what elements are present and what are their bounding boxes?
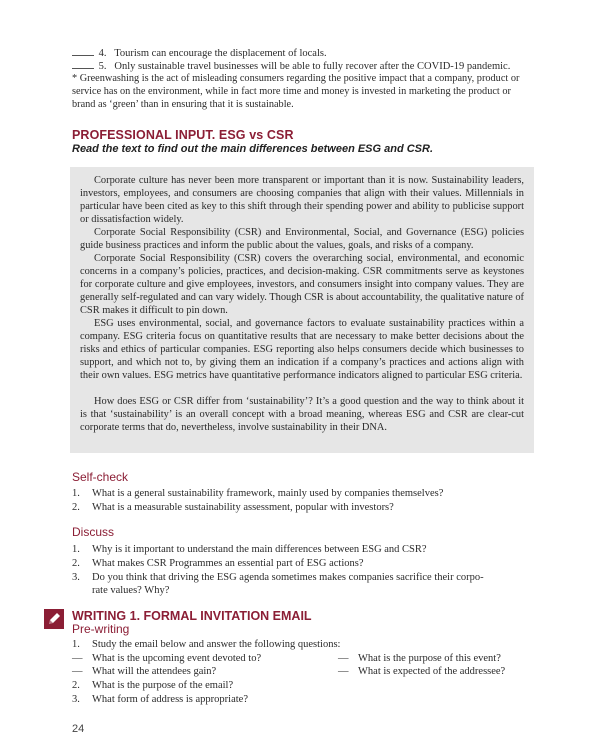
self-check-item-1: 1. What is a general sustainability framework, mainly used by companies themselves? [72,488,444,499]
reading-text-box [70,167,534,453]
discuss-item-1: 1. Why is it important to understand the main differences between ESG and CSR? [72,544,427,555]
professional-input-instruction: Read the text to find out the main differences between ESG and CSR. [72,143,434,155]
professional-input-title: PROFESSIONAL INPUT. ESG vs CSR [72,128,294,142]
writing-section-title: WRITING 1. FORMAL INVITATION EMAIL [72,609,312,623]
answer-blank[interactable] [72,68,94,69]
answer-blank[interactable] [72,55,94,56]
statement-5: 5. Only sustainable travel businesses will be able to fully recover after the COVID-19 pandemic. [72,60,510,73]
self-check-item-2: 2. What is a measurable sustainability assessment, popular with investors? [72,502,394,513]
self-check-heading: Self-check [72,470,129,484]
discuss-item-3: 3. Do you think that driving the ESG agenda sometimes makes companies sacrifice their corpo- [72,572,484,583]
page-number: 24 [72,723,85,735]
greenwashing-footnote: * Greenwashing is the act of misleading consumers regarding the positive impact that a company, product or service has on the environment, while in fact more time and money is invested in marketing the product or brand as ‘green’ than in ensuring that it is sustainable. [72,73,520,110]
reading-paragraph-2: Corporate Social Responsibility (CSR) and Environmental, Social, and Governance (ESG) policies guide business practices and inform the public about the values, goals, and risks of a company. [80,227,524,251]
question-event-purpose: — What is the purpose of this event? [338,653,501,664]
discuss-item-3-continued: rate values? Why? [92,585,170,596]
reading-paragraph-5: How does ESG or CSR differ from ‘sustainability’? It’s a good question and the way to think about it is that ‘sustainability’ is an overall concept with a broad meaning, whereas ESG and CSR are clear-cut corporate terms that do, nevertheless, involve sustainability in their DNA. [80,396,524,433]
question-attendees-gain: — What will the attendees gain? [72,666,217,677]
pre-writing-heading: Pre-writing [72,622,130,636]
statement-4: 4. Tourism can encourage the displacement of locals. [72,47,327,60]
reading-paragraph-1: Corporate culture has never been more transparent or important than it is now. Sustainability leaders, investors, employees, and consumers are choosing companies that align with their values. Millennials in particular have been cited as key to this shift through their spending power and ability to publicise support or dissatisfaction widely. [80,175,524,225]
pre-writing-item-2: 2. What is the purpose of the email? [72,680,234,691]
reading-paragraph-3: Corporate Social Responsibility (CSR) covers the overarching social, environmental, and economic concerns in a company’s policies, practices, and decision-making. CSR commitments serve as keystones for corporate culture and give employees, investors, and consumers insight into company values. They are generally self-regulated and can vary widely. Though CSR is about accountability, the qualitative nature of CSR makes it difficult to pin down. [80,253,524,316]
pencil-icon [44,609,64,629]
reading-paragraph-4: ESG uses environmental, social, and governance factors to evaluate sustainability practices within a company. ESG criteria focus on quantitative results that are necessary to make better decisions about the risks and ethics of particular companies. ESG reporting also helps consumers decide which businesses to support, and which not to, by giving them an indication if a company’s practices and actions align with their own values. ESG metrics have quantitative performance indicators aligned to particular ESG criteria. [80,318,524,381]
question-addressee-expectation: — What is expected of the addressee? [338,666,506,677]
discuss-heading: Discuss [72,525,115,539]
pre-writing-item-3: 3. What form of address is appropriate? [72,694,248,705]
discuss-item-2: 2. What makes CSR Programmes an essential part of ESG actions? [72,558,364,569]
pre-writing-item-1: 1. Study the email below and answer the following questions: [72,639,341,650]
question-upcoming-event: — What is the upcoming event devoted to? [72,653,262,664]
